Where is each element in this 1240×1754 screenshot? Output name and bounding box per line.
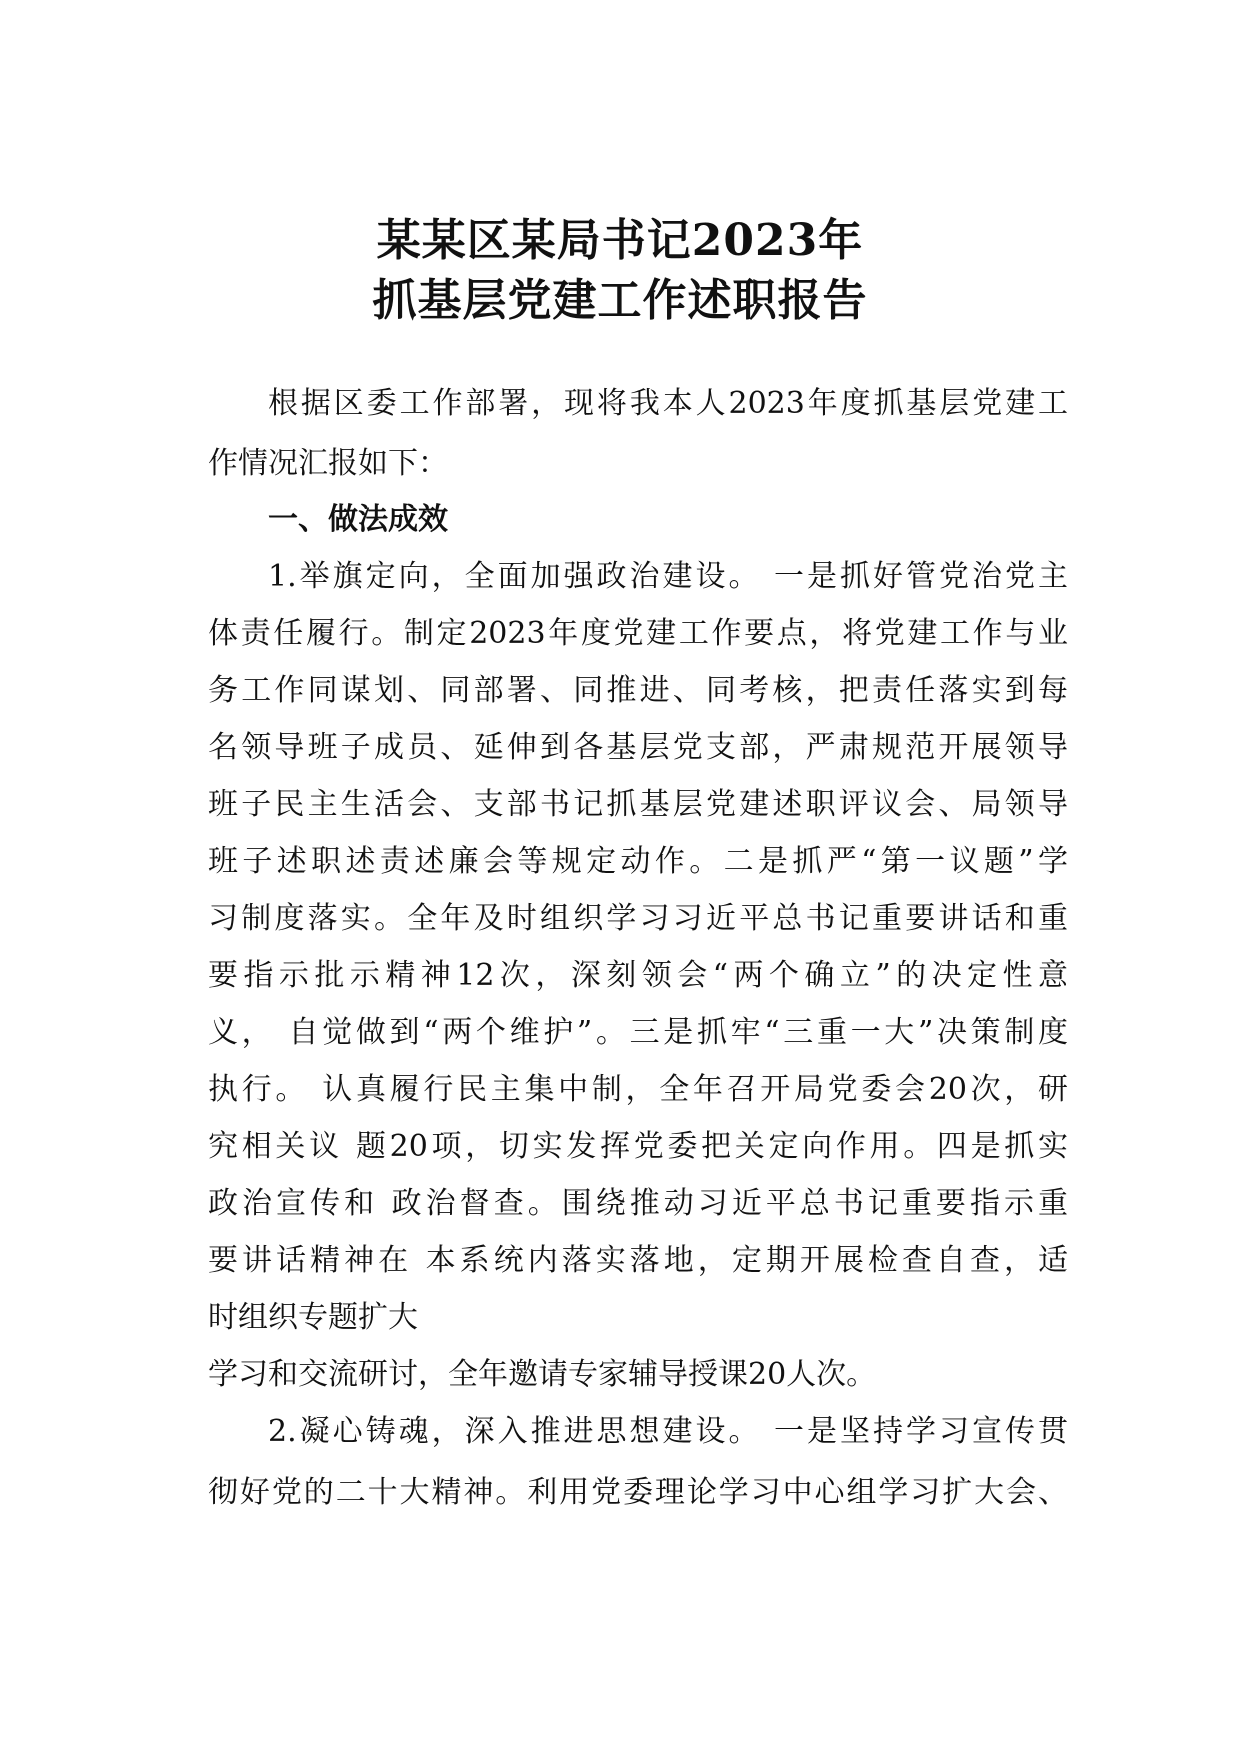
paragraph-line: 名领导班子成员、延伸到各基层党支部，严肃规范开展领导	[208, 730, 1068, 765]
paragraph-line: 彻好党的二十大精神。利用党委理论学习中心组学习扩大会、	[208, 1475, 1068, 1510]
paragraph-line: 时组织专题扩大	[208, 1300, 418, 1335]
section-heading: 一、做法成效	[268, 502, 448, 537]
paragraph-line: 执行。 认真履行民主集中制，全年召开局党委会20次，研	[208, 1072, 1068, 1107]
paragraph-line: 班子述职述责述廉会等规定动作。二是抓严“第一议题”学	[208, 844, 1068, 879]
document-title-line-1: 某某区某局书记2023年	[376, 215, 864, 266]
document-title-line-2: 抓基层党建工作述职报告	[372, 275, 868, 326]
paragraph-line: 要指示批示精神12次，深刻领会“两个确立”的决定性意	[208, 958, 1068, 993]
paragraph-line: 学习和交流研讨，全年邀请专家辅导授课20人次。	[208, 1357, 877, 1392]
paragraph-line: 2.凝心铸魂，深入推进思想建设。 一是坚持学习宣传贯	[268, 1414, 1068, 1449]
paragraph-line: 根据区委工作部署，现将我本人2023年度抓基层党建工	[268, 386, 1068, 421]
paragraph-line: 习制度落实。全年及时组织学习习近平总书记重要讲话和重	[208, 901, 1068, 936]
paragraph-line: 体责任履行。制定2023年度党建工作要点，将党建工作与业	[208, 616, 1068, 651]
paragraph-line: 务工作同谋划、同部署、同推进、同考核，把责任落实到每	[208, 673, 1068, 708]
paragraph-line: 作情况汇报如下：	[208, 446, 448, 481]
paragraph-line: 究相关议 题20项，切实发挥党委把关定向作用。四是抓实	[208, 1129, 1068, 1164]
paragraph-line: 班子民主生活会、支部书记抓基层党建述职评议会、局领导	[208, 787, 1068, 822]
paragraph-line: 要讲话精神在 本系统内落实落地，定期开展检查自查，适	[208, 1243, 1068, 1278]
paragraph-line: 政治宣传和 政治督查。围绕推动习近平总书记重要指示重	[208, 1186, 1068, 1221]
paragraph-line: 义， 自觉做到“两个维护”。三是抓牢“三重一大”决策制度	[208, 1015, 1068, 1050]
paragraph-line: 1.举旗定向，全面加强政治建设。 一是抓好管党治党主	[268, 559, 1068, 594]
